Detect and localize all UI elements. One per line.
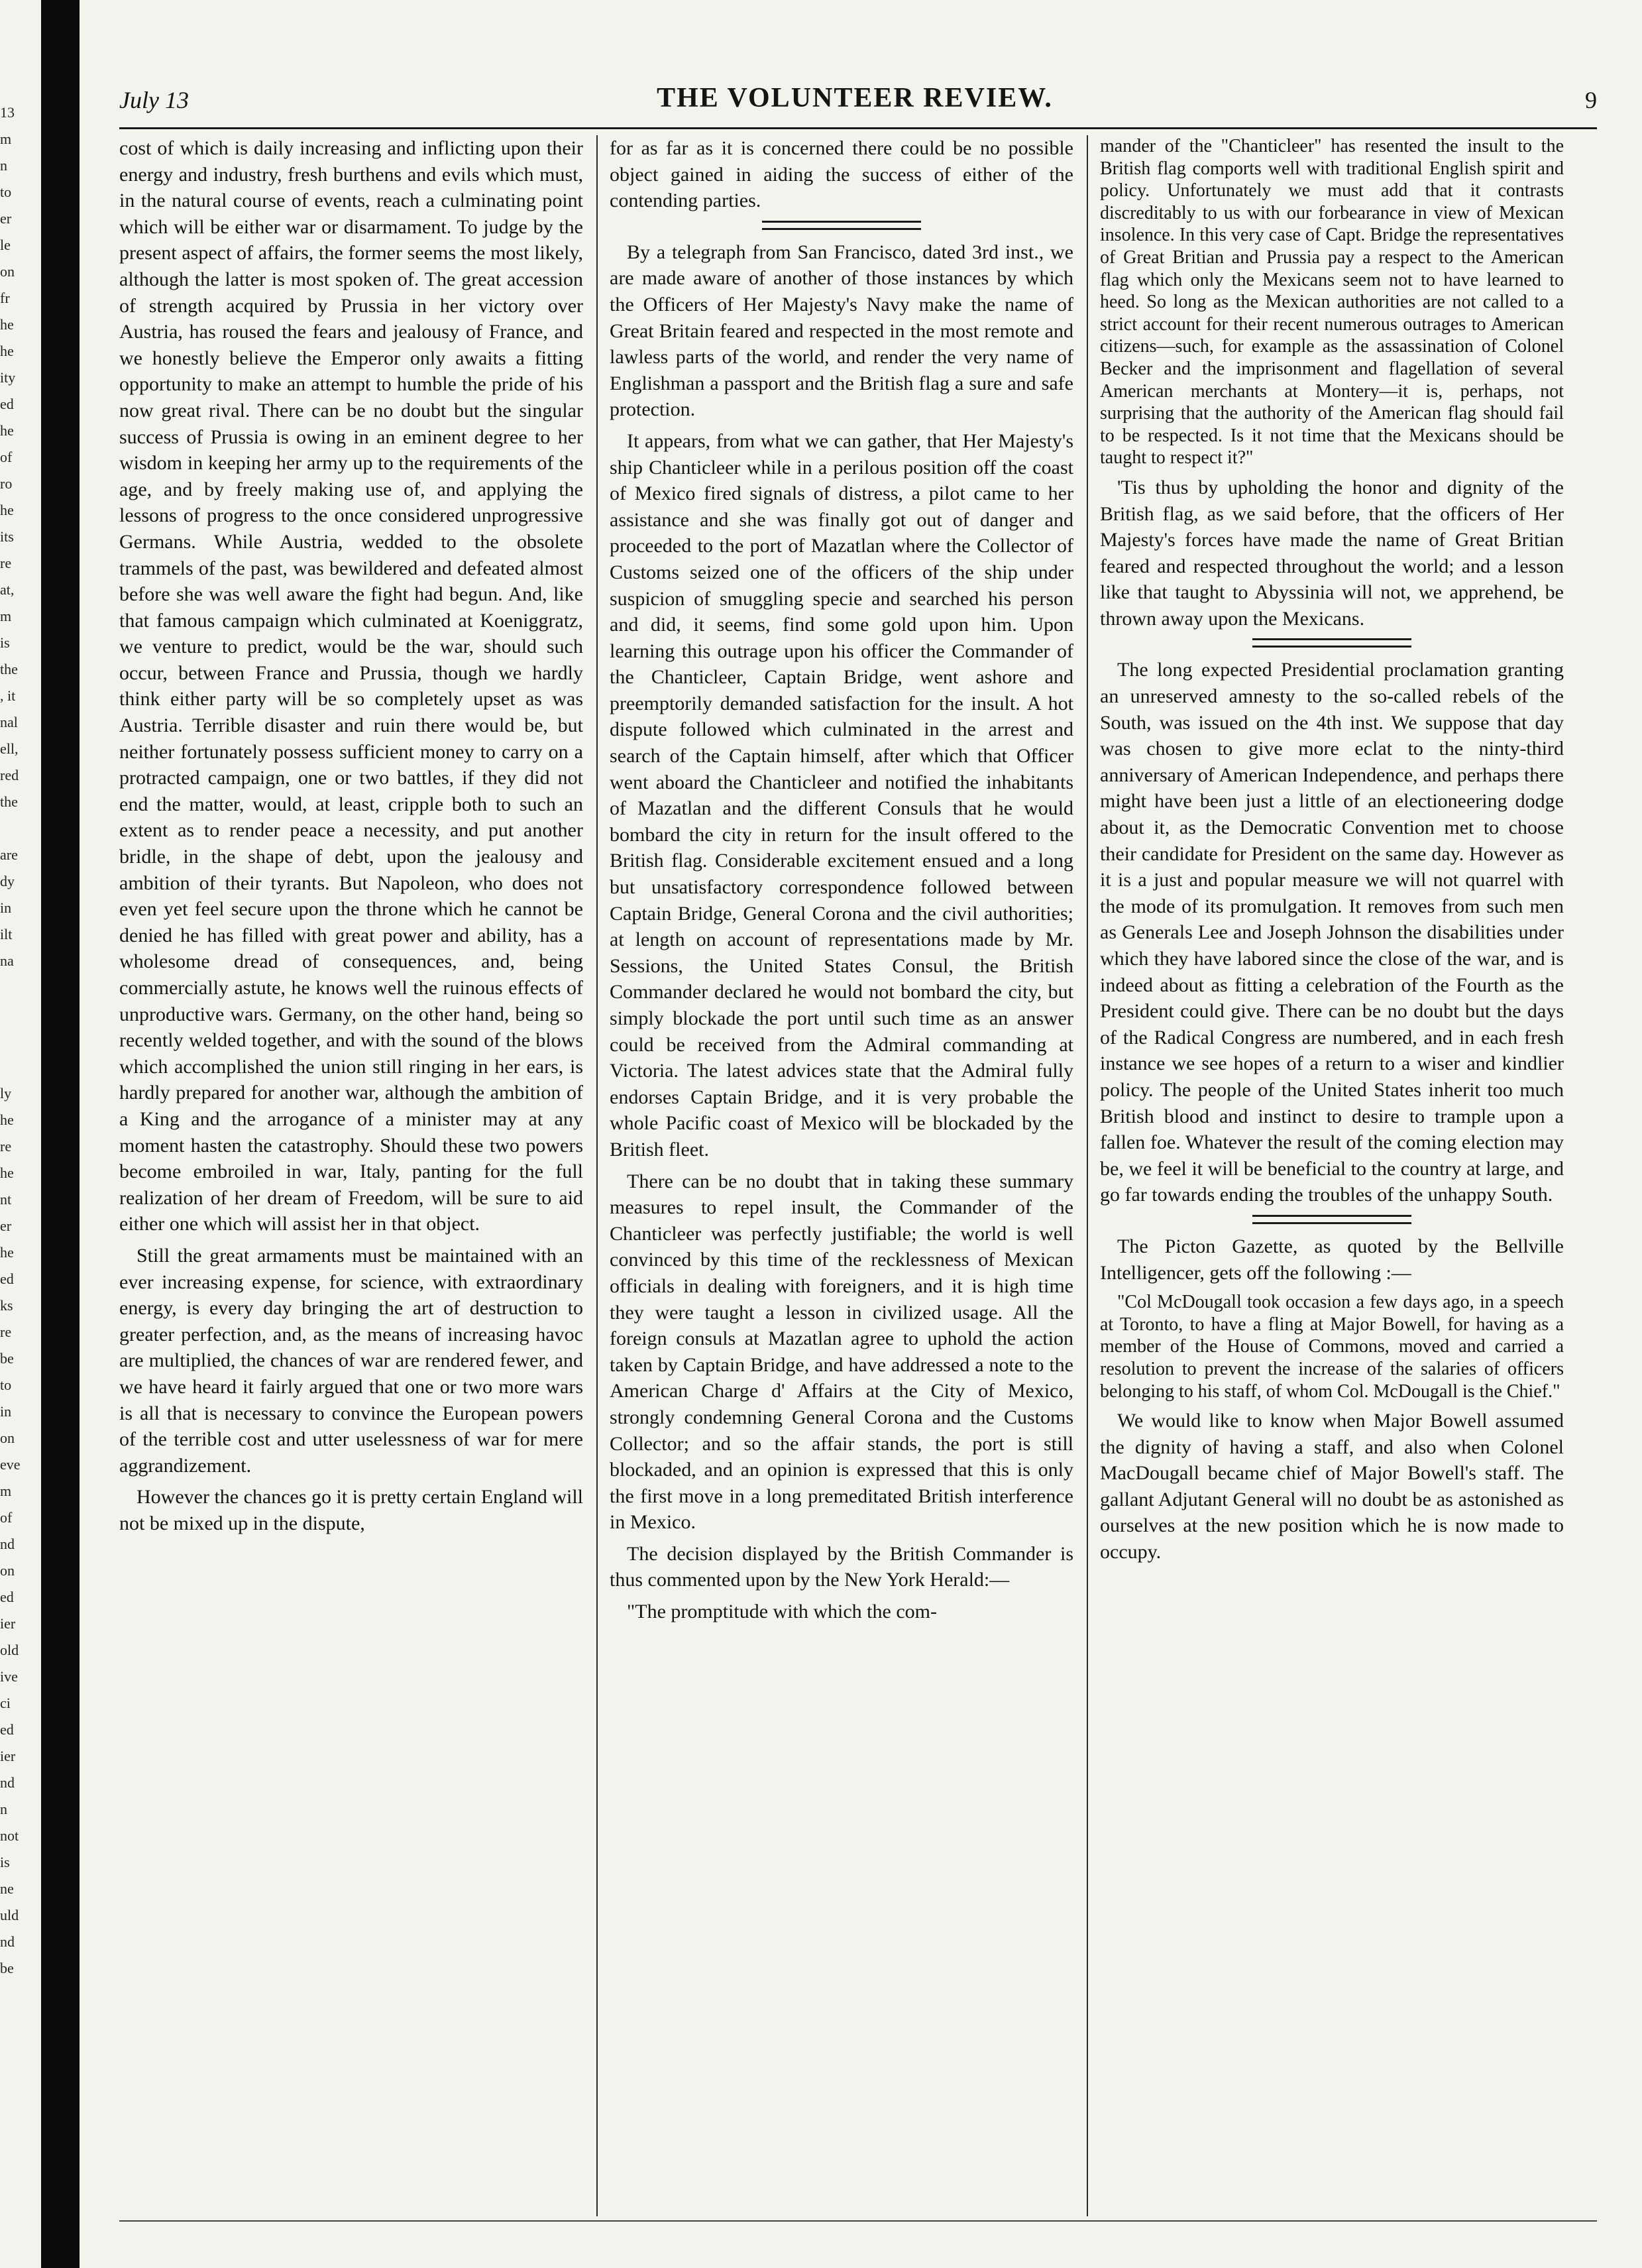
margin-fragment: m: [0, 1483, 12, 1499]
margin-fragment: he: [0, 1244, 14, 1261]
page-header: [99, 80, 1610, 126]
margin-fragment: [0, 974, 40, 1001]
margin-fragment: n: [0, 1801, 7, 1817]
margin-fragment: ier: [0, 1748, 16, 1764]
margin-fragment: is: [0, 634, 10, 651]
margin-fragment: in: [0, 1403, 12, 1420]
margin-fragment: ly: [0, 1085, 12, 1102]
margin-fragment: are: [0, 846, 18, 863]
margin-fragment: er: [0, 210, 12, 227]
margin-fragment: uld: [0, 1907, 19, 1923]
article-paragraph: It appears, from what we can gather, that Her Majesty's ship Chanticleer while in a perilous position off the coast of Mexico fired signals of distress, a pilot came to her assistance and she was finally got out of danger and proceeded to the port of Mazatlan where the Collector of Customs seized one of the officers of the ship under suspicion of smuggling specie and searched his person and did, it seems, find some gold upon him. Upon learning this outrage upon his officer the Commander of the Chanticleer, Captain Bridge, went ashore and preemptorily demanded satisfaction for the insult. A hot dispute followed which culminated in the arrest and search of the Captain himself, after which that Officer went aboard the Chanticleer and notified the inhabitants of Mazatlan and the different Consuls that he would bombard the city in return for the insult offered to the British flag. Considerable excitement ensued and a long but unsatisfactory correspondence followed between Captain Bridge, General Corona and the civil authorities; at length on account of representations made by Mr. Sessions, the United States Consul, the British Commander declared he would not bombard the city, but simply blockade the port until such time as an answer could be received from the Admiral commanding at Victoria. The latest advices state that the Admiral fully endorses Captain Bridge, and it is very probable the whole Pacific coast of Mexico will be blockaded by the British fleet.: [610, 429, 1073, 1161]
article-paragraph: There can be no doubt that in taking these summary measures to repel insult, the Commander of the Chanticleer was perfectly justifiable; the world is well convinced by this time of the recklessness of Mexican officials in dealing with foreigners, and it is high time they were taught a lesson in civilized usage. All the foreign consuls at Mazatlan agree to uphold the action taken by Captain Bridge, and have addressed a note to the American Charge d' Affairs at the City of Mexico, strongly condemning General Corona and the Customs Collector; and so the affair stands, the port is still blockaded, and an opinion is expressed that this is only the first move in a long premeditated British interference in Mexico.: [610, 1170, 1073, 1534]
margin-fragment: ed: [0, 1589, 14, 1605]
column-2: [610, 135, 1073, 2216]
article-paragraph: for as far as it is concerned there could be no possible object gained in aiding the success of either of the contending parties.: [610, 137, 1073, 212]
article-paragraph: By a telegraph from San Francisco, dated 3rd inst., we are made aware of another of those instances by which the Officers of Her Majesty's Navy make the name of Great Britain feared and respected in the most remote and lawless parts of the world, and render the very name of Englishman a passport and the British flag a sure and safe protection.: [610, 241, 1073, 421]
article-paragraph: However the chances go it is pretty certain England will not be mixed up in the dispute,: [119, 1486, 583, 1534]
margin-fragment: is: [0, 1854, 10, 1870]
adjacent-page-fragments: [0, 99, 40, 1982]
margin-fragment: fr: [0, 290, 10, 306]
margin-fragment: he: [0, 1164, 14, 1181]
margin-fragment: ier: [0, 1615, 16, 1632]
margin-fragment: at,: [0, 581, 15, 598]
margin-fragment: of: [0, 1509, 13, 1526]
article-paragraph: We would like to know when Major Bowell assumed the dignity of having a staff, and also when Colonel MacDougall became chief of Major Bowell's staff. The gallant Adjutant General will no doubt be as astonished as ourselves at the new position which he is now made to occupy.: [1100, 1410, 1564, 1563]
margin-fragment: n: [0, 157, 7, 174]
margin-fragment: to: [0, 1377, 12, 1393]
margin-fragment: its: [0, 528, 14, 545]
margin-fragment: he: [0, 343, 14, 359]
footer-rule: [119, 2220, 1597, 2222]
margin-fragment: old: [0, 1642, 19, 1658]
article-paragraph: The long expected Presidential proclamation granting an unreserved amnesty to the so-called rebels of the South, was issued on the 4th inst. We suppose that day was chosen to give more eclat to the ninty-third anniversary of American Independence, and perhaps there might have been just a little of an electioneering dodge about it, as the Democratic Convention met to choose their candidate for President on the same day. However as it is a just and popular measure we will not quarrel with the mode of its promulgation. It removes from such men as Generals Lee and Joseph Johnson the disabilities under which they have labored since the close of the war, and is indeed about as fitting a celebration of the Fourth as the President could give. There can be no doubt but the days of the Radical Congress are numbered, and in each fresh instance we see hopes of a return to a wiser and kindlier policy. The people of the United States inherit too much British blood and instinct to desire to trample upon a fallen foe. Whatever the result of the coming election may be, we feel it will be beneficial to the country at large, and go far towards ending the troubles of the unhappy South.: [1100, 659, 1564, 1206]
margin-fragment: , it: [0, 687, 16, 704]
margin-fragment: on: [0, 1430, 15, 1446]
article-paragraph: Still the great armaments must be maintained with an ever increasing expense, for science, with extraordinary energy, is every day bringing the art of destruction to greater perfection, and, as the means of increasing havoc are multiplied, the chances of war are rendered fewer, and we have heard it fairly argued that one or two more wars is all that is necessary to convince the European powers of the terrible cost and utter uselessness of war for mere aggrandizement.: [119, 1244, 583, 1477]
margin-fragment: ell,: [0, 740, 19, 757]
margin-fragment: [0, 1027, 40, 1054]
section-separator: [1252, 638, 1411, 648]
margin-fragment: red: [0, 767, 19, 783]
margin-fragment: ed: [0, 1271, 14, 1287]
newspaper-page: [99, 80, 1610, 2227]
margin-fragment: m: [0, 608, 12, 624]
page-number: 9: [1585, 87, 1597, 113]
margin-fragment: 13: [0, 104, 15, 121]
margin-fragment: ne: [0, 1880, 14, 1897]
margin-fragment: er: [0, 1218, 12, 1234]
margin-fragment: nal: [0, 714, 18, 730]
margin-fragment: to: [0, 184, 12, 200]
margin-fragment: ro: [0, 475, 13, 492]
margin-fragment: in: [0, 899, 12, 916]
margin-fragment: ed: [0, 1721, 14, 1738]
article-paragraph: The decision displayed by the British Commander is thus commented upon by the New York Herald:—: [610, 1542, 1073, 1591]
margin-fragment: he: [0, 422, 14, 439]
article-paragraph: cost of which is daily increasing and inflicting upon their energy and industry, fresh burthens and evils which must, in the natural course of events, reach a culminating point which will be either war or disarmament. To judge by the present aspect of affairs, the former seems the most likely, although the latter is most spoken of. The great accession of strength acquired by Prussia in her victory over Austria, has roused the fears and jealousy of France, and we honestly believe the Emperor only awaits a fitting opportunity to make an attempt to humble the pride of his now great rival. There can be no doubt but the singular success of Prussia is owing in an eminent degree to her wisdom in keeping her army up to the requirements of the age, and by freely making use of, and applying the lessons of progress to the once considered unprogressive Germans. While Austria, wedded to the obsolete trammels of the past, was bewildered and defeated almost before she was well aware the fight had begun. And, like that famous campaign which culminated at Koeniggratz, we venture to predict, would be the war, should such occur, between France and Prussia, though we hardly think either party will be so completely upset as was Austria. Terrible disaster and ruin there would be, but neither fortunately possess sufficient money to carry on a protracted campaign, one or two battles, if they did not end the matter, would, at least, cripple both to such an extent as to render peace a necessity, and put another bridle, in the shape of debt, upon the jealousy and ambition of their tyrants. But Napoleon, who does not even yet feel secure upon the throne which he cannot be denied he has filled with great power and ability, has a wholesome dread of consequences, and, being commercially astute, he knows well the ruinous effects of unproductive wars. Germany, on the other hand, being so recently welded together, and with the sound of the blows which accomplished the union still ringing in her ears, is hardly prepared for another war, although the ambition of a King and the arrogance of a minister may at any moment hasten the catastrophy. Should these two powers become embroiled in war, Italy, panting for the full realization of her dream of Freedom, will be sure to aid either one which will assist her in that object.: [119, 137, 583, 1235]
article-paragraph: "The promptitude with which the com-: [627, 1601, 937, 1623]
margin-fragment: dy: [0, 873, 15, 889]
margin-fragment: [0, 815, 40, 842]
article-paragraph: The Picton Gazette, as quoted by the Bellville Intelligencer, gets off the following :—: [1100, 1235, 1564, 1284]
margin-fragment: on: [0, 263, 15, 280]
margin-fragment: re: [0, 1138, 12, 1155]
column-3: [1100, 135, 1564, 2216]
margin-fragment: not: [0, 1827, 19, 1844]
margin-fragment: on: [0, 1562, 15, 1579]
margin-fragment: be: [0, 1960, 14, 1976]
margin-fragment: ci: [0, 1695, 11, 1711]
margin-fragment: he: [0, 1111, 14, 1128]
margin-fragment: he: [0, 316, 14, 333]
article-paragraph: 'Tis thus by upholding the honor and dignity of the British flag, as we said before, that the officers of Her Majesty's forces have made the name of Great Britian feared and respected throughout the world; and a lesson like that taught to Abyssinia will not, we apprehend, be thrown away upon the Mexicans.: [1100, 476, 1564, 630]
margin-fragment: the: [0, 661, 18, 677]
margin-fragment: [0, 1001, 40, 1027]
margin-fragment: nt: [0, 1191, 12, 1208]
column-divider: [1087, 135, 1088, 2216]
publication-title: THE VOLUNTEER REVIEW.: [657, 83, 1053, 113]
issue-date: July 13: [119, 87, 189, 113]
article-paragraph: "Col McDougall took occasion a few days ago, in a speech at Toronto, to have a fling at Major Bowell, for having as a member of the House of Commons, moved and carried a resolution to prevent the increase of the salaries of officers belonging to his staff, of whom Col. McDougall is the Chief.": [1100, 1292, 1564, 1402]
section-separator: [1252, 1215, 1411, 1224]
margin-fragment: [0, 1054, 40, 1080]
article-paragraph: mander of the "Chanticleer" has resented the insult to the British flag comports well with traditional English spirit and policy. Unfortunately we must add that it contrasts discreditably to us with our forbearance in view of Mexican insolence. In this very case of Capt. Bridge the representatives of Great Britian and Prussia pay a respect to the American flag which only the Mexicans seem not to have learned to heed. So long as the Mexican authorities are not called to a strict account for their recent numerous outrages to American citizens—such, for example as the assassination of Colonel Becker and the imprisonment and flagellation of several American merchants at Montery—it is, perhaps, not surprising that the authority of the American flag should fail to be respected. Is it not time that the Mexicans should be taught to respect it?": [1100, 136, 1564, 469]
margin-fragment: ilt: [0, 926, 13, 942]
column-divider: [596, 135, 598, 2216]
margin-fragment: of: [0, 449, 13, 465]
margin-fragment: le: [0, 237, 11, 253]
margin-fragment: eve: [0, 1456, 21, 1473]
header-rule: [119, 127, 1597, 129]
margin-fragment: be: [0, 1350, 14, 1367]
section-separator: [762, 221, 921, 230]
margin-fragment: nd: [0, 1933, 15, 1950]
margin-fragment: he: [0, 502, 14, 518]
margin-fragment: ed: [0, 396, 14, 412]
margin-fragment: nd: [0, 1536, 15, 1552]
margin-fragment: ity: [0, 369, 16, 386]
margin-fragment: the: [0, 793, 18, 810]
margin-fragment: ive: [0, 1668, 18, 1685]
margin-fragment: m: [0, 131, 12, 147]
margin-fragment: nd: [0, 1774, 15, 1791]
margin-fragment: na: [0, 952, 14, 969]
margin-fragment: ks: [0, 1297, 13, 1314]
margin-fragment: re: [0, 1324, 12, 1340]
column-1: [119, 135, 583, 2216]
binding-shadow: [41, 0, 80, 2268]
margin-fragment: re: [0, 555, 12, 571]
